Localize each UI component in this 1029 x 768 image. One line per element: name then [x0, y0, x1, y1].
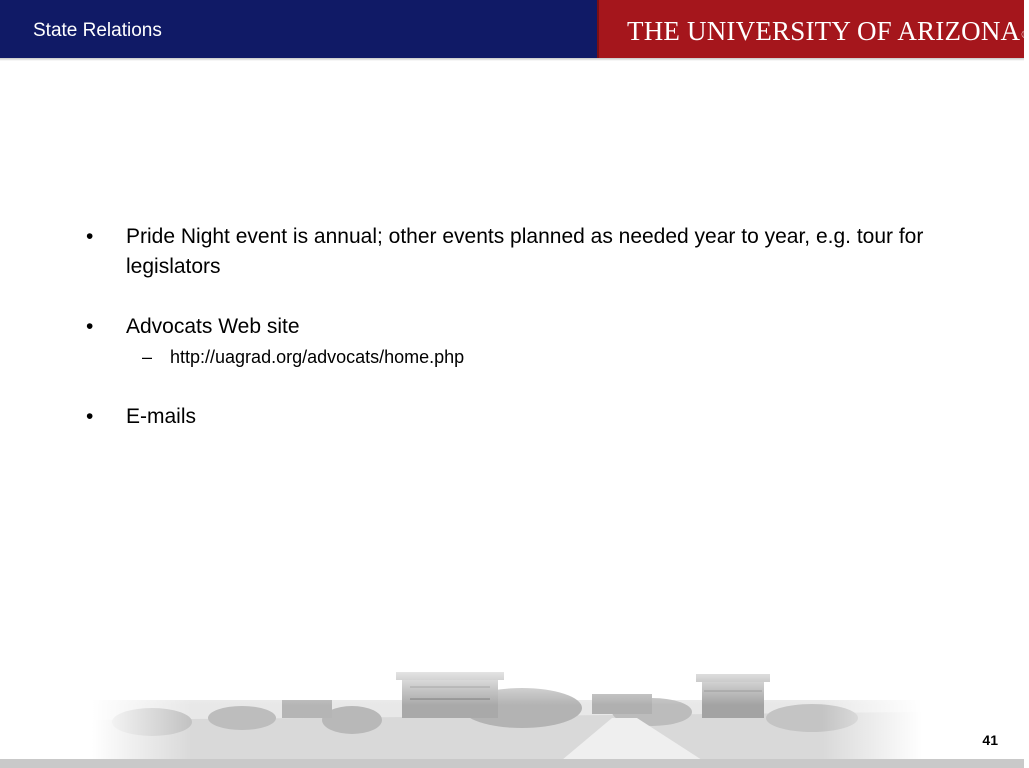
header-shadow	[0, 58, 1024, 61]
slide-body	[86, 222, 926, 432]
logo-wordmark: THE UNIVERSITY OF ARIZONA	[627, 16, 1021, 46]
footer-bar	[0, 759, 1024, 768]
sub-bullet-item	[86, 342, 926, 372]
historic-campus-photo	[92, 660, 922, 760]
bullet-marker: •	[86, 315, 94, 338]
bullet-item	[86, 312, 926, 342]
bullet-text: Advocats Web site	[126, 315, 300, 338]
sub-bullet-marker: –	[142, 347, 153, 367]
bullet-text: E-mails	[126, 405, 197, 428]
bullet-text: Pride Night event is annual; other events planned as needed year to year, e.g. tour for legislators	[126, 225, 924, 278]
slide-header	[0, 0, 1029, 58]
bullet-marker: •	[86, 225, 94, 248]
registered-mark: ®	[1021, 30, 1029, 41]
bullet-item	[86, 402, 926, 432]
university-logo	[627, 16, 1029, 51]
page-number: 41	[982, 732, 998, 748]
bullet-marker: •	[86, 405, 94, 428]
advocats-url-link[interactable]: http://uagrad.org/advocats/home.php	[170, 347, 465, 367]
section-title: State Relations	[33, 20, 162, 41]
bullet-item	[86, 222, 926, 282]
